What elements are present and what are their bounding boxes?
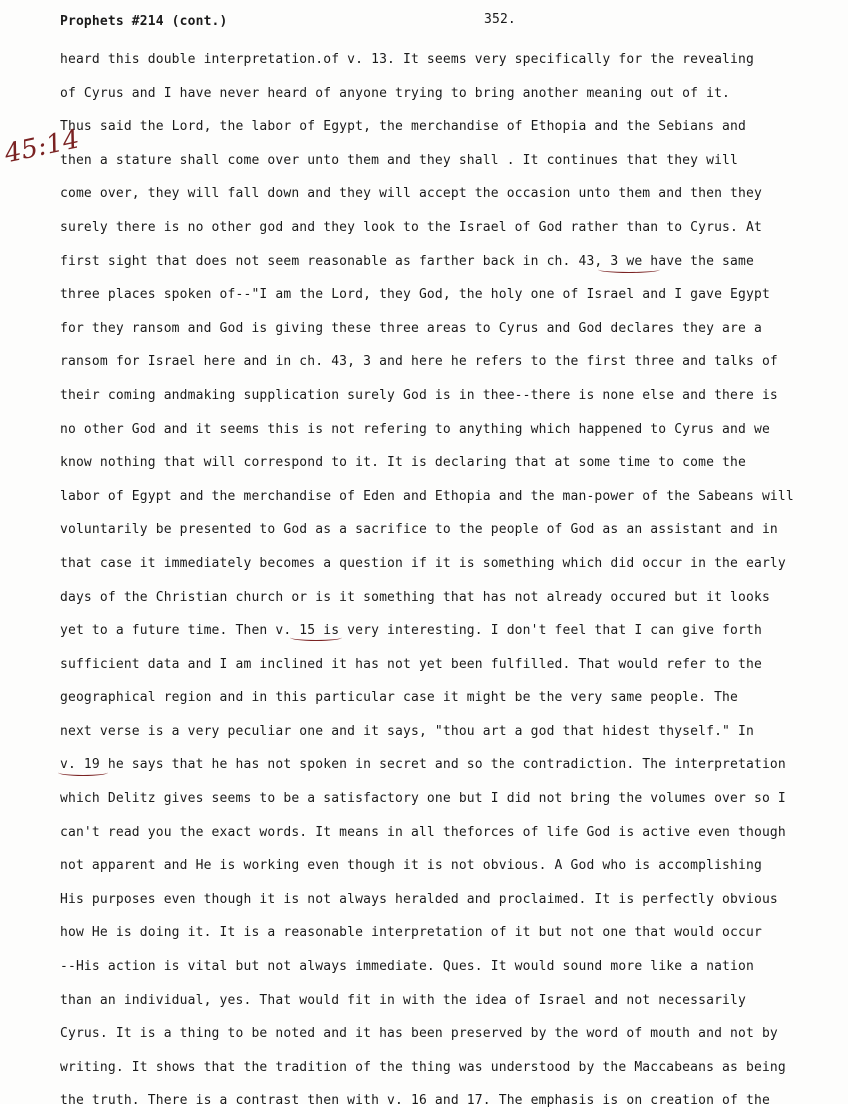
page-header [60, 14, 760, 34]
text-line: His purposes even though it is not always heralded and proclaimed. It is perfectly obvious [60, 891, 778, 907]
text-line: ransom for Israel here and in ch. 43, 3 and here he refers to the first three and talks of [60, 354, 778, 370]
text-line: how He is doing it. It is a reasonable interpretation of it but not one that would occur [60, 925, 762, 941]
text-line: days of the Christian church or is it something that has not already occured but it looks [60, 589, 770, 605]
text-line: surely there is no other god and they look to the Israel of God rather than to Cyrus. At [60, 219, 762, 235]
text-line: sufficient data and I am inclined it has not yet been fulfilled. That would refer to the [60, 656, 762, 672]
text-line: geographical region and in this particular case it might be the very same people. The [60, 690, 739, 706]
text-line: voluntarily be presented to God as a sacrifice to the people of God as an assistant and in [60, 522, 778, 538]
text-line: then a stature shall come over unto them and they shall . It continues that they will [60, 152, 739, 168]
text-line: yet to a future time. Then v. 15 is very interesting. I don't feel that I can give forth [60, 623, 762, 639]
text-line: Thus said the Lord, the labor of Egypt, the merchandise of Ethopia and the Sebians and [60, 119, 746, 135]
handwritten-margin-note: 45:14 [2, 124, 83, 170]
page-number: 352. [484, 12, 516, 27]
text-line: three places spoken of--"I am the Lord, they God, the holy one of Israel and I gave Egypt [60, 287, 770, 303]
text-line: the truth. There is a contrast then with v. 16 and 17. The emphasis is on creation of the [60, 1093, 770, 1109]
text-line: writing. It shows that the tradition of the thing was understood by the Maccabeans as being [60, 1059, 786, 1075]
text-line: which Delitz gives seems to be a satisfactory one but I did not bring the volumes over so I [60, 791, 786, 807]
text-line: --His action is vital but not always immediate. Ques. It would sound more like a nation [60, 959, 754, 975]
text-line: can't read you the exact words. It means in all theforces of life God is active even though [60, 824, 786, 840]
text-line: come over, they will fall down and they will accept the occasion unto them and then they [60, 186, 762, 202]
text-line: labor of Egypt and the merchandise of Eden and Ethopia and the man-power of the Sabeans will [60, 488, 794, 504]
text-line: that case it immediately becomes a question if it is something which did occur in the early [60, 555, 786, 571]
text-line: than an individual, yes. That would fit in with the idea of Israel and not necessarily [60, 992, 746, 1008]
text-line: know nothing that will correspond to it. It is declaring that at some time to come the [60, 455, 746, 471]
typed-body-text [60, 43, 845, 1118]
text-line: heard this double interpretation.of v. 13. It seems very specifically for the revealing [60, 52, 754, 67]
text-line: next verse is a very peculiar one and it says, "thou art a god that hidest thyself." In [60, 723, 754, 739]
text-line: of Cyrus and I have never heard of anyone trying to bring another meaning out of it. [60, 85, 731, 101]
text-line: Cyrus. It is a thing to be noted and it has been preserved by the word of mouth and not by [60, 1026, 778, 1042]
text-line: v. 19 he says that he has not spoken in secret and so the contradiction. The interpretation [60, 757, 786, 773]
text-line: not apparent and He is working even though it is not obvious. A God who is accomplishing [60, 858, 762, 874]
text-line: their coming andmaking supplication surely God is in thee--there is none else and there is [60, 387, 778, 403]
text-line: no other God and it seems this is not refering to anything which happened to Cyrus and we [60, 421, 770, 437]
text-line: for they ransom and God is giving these three areas to Cyrus and God declares they are a [60, 320, 762, 336]
text-line: first sight that does not seem reasonable as farther back in ch. 43, 3 we have the same [60, 253, 754, 269]
header-title: Prophets #214 (cont.) [60, 14, 228, 29]
